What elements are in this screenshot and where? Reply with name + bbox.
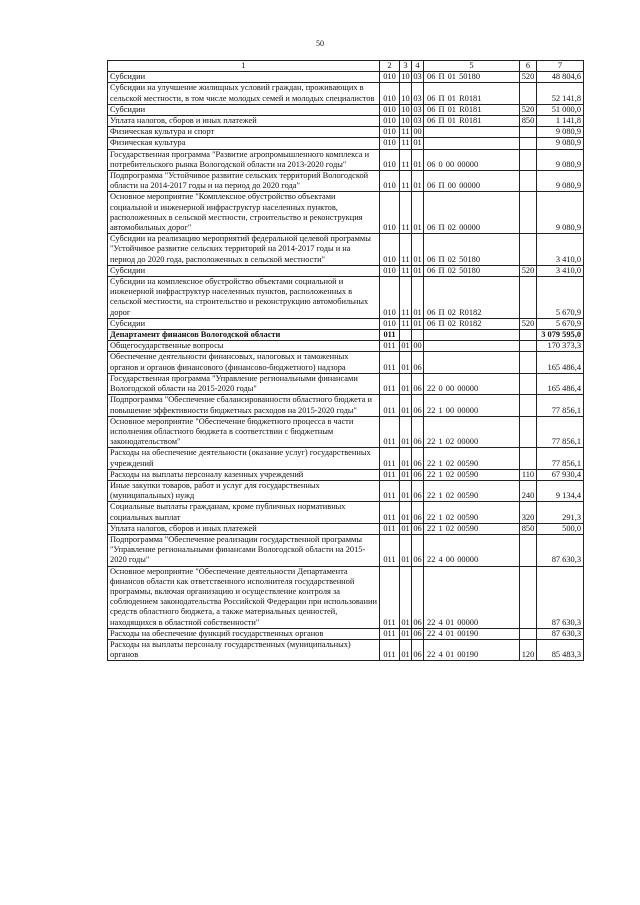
- table-body: [108, 72, 584, 661]
- row-name: Подпрограмма "Обеспечение реализации государственной программы "Управление региональными финансами Вологодской области на 2015-2020 годы": [108, 534, 380, 566]
- row-ministry-code: 010: [380, 149, 400, 170]
- row-amount: 170 373,3: [537, 341, 584, 352]
- row-target-article: 06 П 00 00000: [424, 171, 520, 192]
- row-section-code: 10: [400, 83, 412, 104]
- row-subsection-code: 00: [413, 341, 422, 351]
- row-expense-type: [520, 341, 537, 352]
- table-row: [108, 639, 584, 660]
- row-target-article: 22 1 02 00000: [424, 416, 520, 448]
- table-row: [108, 628, 584, 639]
- row-expense-type: [520, 138, 537, 149]
- row-name: Физическая культура и спорт: [108, 127, 380, 138]
- row-section-code: 01: [400, 416, 412, 448]
- table-row: [108, 502, 584, 523]
- row-subsection-code: 01: [412, 149, 424, 170]
- row-amount: 9 080,9: [537, 149, 584, 170]
- row-ministry-code: 011: [380, 469, 400, 480]
- row-name: Субсидии: [108, 265, 380, 276]
- table-row: [108, 171, 584, 192]
- row-amount: 165 486,4: [537, 373, 584, 394]
- row-section-code: 01: [401, 628, 410, 638]
- row-ministry-code: 010: [380, 318, 400, 329]
- row-expense-type: [520, 352, 537, 373]
- row-section-code: 11: [401, 265, 410, 275]
- row-expense-type: [520, 373, 537, 394]
- row-target-article: 06 П 02 50180: [424, 234, 520, 266]
- row-subsection-code: 06: [412, 534, 424, 566]
- row-target-article: 22 1 02 00590: [424, 523, 520, 534]
- row-section-code: 10: [401, 72, 410, 82]
- row-target-article: 22 1 00 00000: [424, 395, 520, 416]
- row-subsection-code: 06: [412, 502, 424, 523]
- row-expense-type: 120: [520, 639, 537, 660]
- row-name: Основное мероприятие "Комплексное обустройство объектами социальной и инженерной инфраструктур населенных пунктов, расположенных в сельской местности, строительство и реконструкция автомобильных дорог": [108, 192, 380, 234]
- row-subsection-code: 01: [412, 171, 424, 192]
- table-row: [108, 352, 584, 373]
- row-target-article: 22 4 01 00190: [424, 628, 520, 639]
- row-amount: 67 930,4: [537, 469, 584, 480]
- table-row: [108, 534, 584, 566]
- row-expense-type: 520: [520, 104, 537, 115]
- row-expense-type: 520: [520, 318, 537, 329]
- row-target-article: 06 П 02 R0182: [424, 318, 520, 329]
- table-row: [108, 192, 584, 234]
- row-ministry-code: 011: [380, 566, 400, 628]
- row-name: Расходы на обеспечение функций государственных органов: [108, 628, 380, 639]
- row-section-code: 01: [401, 469, 410, 479]
- row-subsection-code: 06: [412, 566, 424, 628]
- row-section-code: 11: [401, 318, 410, 328]
- header-col-1: 1: [108, 61, 380, 72]
- row-ministry-code: 010: [380, 104, 400, 115]
- row-subsection-code: 03: [413, 104, 422, 114]
- row-amount: 9 080,9: [537, 171, 584, 192]
- row-name: Расходы на выплаты персоналу казенных учреждений: [108, 469, 380, 480]
- row-expense-type: [520, 192, 537, 234]
- table-header: [108, 61, 584, 72]
- row-ministry-code: 011: [380, 448, 400, 469]
- row-name: Субсидии: [108, 104, 380, 115]
- row-expense-type: 520: [520, 72, 537, 83]
- row-ministry-code: 010: [380, 192, 400, 234]
- row-ministry-code: 010: [380, 171, 400, 192]
- row-subsection-code: 06: [412, 373, 424, 394]
- table-row: [108, 83, 584, 104]
- row-ministry-code: 010: [380, 265, 400, 276]
- row-section-code: 11: [400, 149, 412, 170]
- row-name: Обеспечение деятельности финансовых, налоговых и таможенных органов и органов финансового (финансово-бюджетного) надзора: [108, 352, 380, 373]
- row-expense-type: [520, 330, 537, 341]
- row-expense-type: [520, 149, 537, 170]
- row-amount: 48 804,6: [537, 72, 584, 83]
- row-amount: 165 486,4: [537, 352, 584, 373]
- row-name: Субсидии: [108, 72, 380, 83]
- row-section-code: 01: [400, 566, 412, 628]
- row-amount: 51 000,0: [537, 104, 584, 115]
- row-ministry-code: 011: [380, 341, 400, 352]
- table-row: [108, 330, 584, 341]
- row-name: Государственная программа "Управление региональными финансами Вологодской области на 2015-2020 годы": [108, 373, 380, 394]
- row-amount: 9 134,4: [537, 480, 584, 501]
- row-subsection-code: 01: [412, 277, 424, 319]
- row-section-code: 01: [401, 523, 410, 533]
- row-subsection-code: 06: [412, 395, 424, 416]
- row-ministry-code: 010: [380, 127, 400, 138]
- row-section-code: 11: [400, 192, 412, 234]
- row-target-article: 06 П 01 50180: [424, 72, 520, 83]
- table-row: [108, 469, 584, 480]
- row-amount: 3 079 595,0: [537, 330, 584, 341]
- row-amount: 9 080,9: [537, 138, 584, 149]
- row-expense-type: 520: [520, 265, 537, 276]
- row-amount: 87 630,3: [537, 628, 584, 639]
- row-subsection-code: 00: [413, 127, 422, 137]
- row-subsection-code: 06: [412, 352, 424, 373]
- row-section-code: 10: [401, 104, 410, 114]
- row-expense-type: [520, 127, 537, 138]
- row-expense-type: 110: [520, 469, 537, 480]
- row-target-article: [424, 138, 520, 149]
- table-row: [108, 341, 584, 352]
- row-section-code: 11: [400, 234, 412, 266]
- row-amount: 1 141,8: [537, 116, 584, 127]
- row-amount: 3 410,0: [537, 234, 584, 266]
- row-subsection-code: [412, 330, 424, 341]
- row-section-code: 11: [401, 127, 410, 137]
- row-target-article: 06 П 01 R0181: [424, 83, 520, 104]
- row-amount: 291,3: [537, 502, 584, 523]
- row-expense-type: 240: [520, 480, 537, 501]
- table-row: [108, 416, 584, 448]
- row-ministry-code: 010: [380, 277, 400, 319]
- row-target-article: 22 1 02 00590: [424, 502, 520, 523]
- row-target-article: 06 П 02 R0182: [424, 277, 520, 319]
- row-target-article: 06 0 00 00000: [424, 149, 520, 170]
- row-ministry-code: 011: [380, 395, 400, 416]
- table-row: [108, 373, 584, 394]
- row-subsection-code: 06: [413, 523, 422, 533]
- row-target-article: 22 4 01 00190: [424, 639, 520, 660]
- header-col-3: 3: [400, 61, 412, 72]
- row-target-article: [424, 341, 520, 352]
- row-expense-type: [520, 277, 537, 319]
- row-name: Основное мероприятие "Обеспечение деятельности Департамента финансов области как ответственного исполнителя государственной программы, включая организацию и осуществление контроля за соблюдением законодательства Российской Федерации при использовании средств областного бюджета, а также материальных ценностей, находящихся в областной собственности": [108, 566, 380, 628]
- table-row: [108, 116, 584, 127]
- budget-table: [107, 60, 584, 661]
- row-amount: 9 080,9: [537, 192, 584, 234]
- row-name: Физическая культура: [108, 138, 380, 149]
- row-expense-type: [520, 628, 537, 639]
- row-subsection-code: 06: [412, 639, 424, 660]
- table-row: [108, 318, 584, 329]
- row-target-article: [424, 352, 520, 373]
- row-name: Субсидии на реализацию мероприятий федеральной целевой программы "Устойчивое развитие сельских территорий на 2014-2017 годы и на период до 2020 года, расположенных в сельской местности": [108, 234, 380, 266]
- row-subsection-code: 06: [412, 416, 424, 448]
- row-expense-type: [520, 234, 537, 266]
- row-name: Уплата налогов, сборов и иных платежей: [108, 523, 380, 534]
- table-row: [108, 277, 584, 319]
- row-target-article: 22 4 00 00000: [424, 534, 520, 566]
- row-name: Подпрограмма "Устойчивое развитие сельских территорий Вологодской области на 2014-2017 годы и на период до 2020 года": [108, 171, 380, 192]
- row-ministry-code: 010: [380, 234, 400, 266]
- row-ministry-code: 011: [380, 352, 400, 373]
- row-subsection-code: 01: [413, 318, 422, 328]
- row-section-code: 10: [401, 116, 410, 126]
- row-ministry-code: 011: [380, 534, 400, 566]
- row-subsection-code: 03: [413, 116, 422, 126]
- row-expense-type: 850: [520, 523, 537, 534]
- row-name: Департамент финансов Вологодской области: [108, 330, 380, 341]
- table-row: [108, 566, 584, 628]
- row-name: Субсидии на комплексное обустройство объектами социальной и инженерной инфраструктур населенных пунктов, расположенных в сельской местности, на строительство и реконструкцию автомобильных дорог: [108, 277, 380, 319]
- row-amount: 5 670,9: [537, 318, 584, 329]
- row-section-code: 11: [400, 171, 412, 192]
- row-name: Основное мероприятие "Обеспечение бюджетного процесса в части исполнения областного бюджета в соответствии с бюджетным законодательством": [108, 416, 380, 448]
- row-target-article: 06 П 02 50180: [424, 265, 520, 276]
- table-row: [108, 72, 584, 83]
- table-row: [108, 265, 584, 276]
- header-col-4: 4: [412, 61, 424, 72]
- row-subsection-code: 06: [412, 448, 424, 469]
- row-ministry-code: 011: [380, 639, 400, 660]
- row-ministry-code: 010: [380, 116, 400, 127]
- row-name: Расходы на обеспечение деятельности (оказание услуг) государственных учреждений: [108, 448, 380, 469]
- row-amount: 87 630,3: [537, 534, 584, 566]
- row-ministry-code: 010: [380, 138, 400, 149]
- row-ministry-code: 011: [380, 628, 400, 639]
- row-section-code: 01: [400, 352, 412, 373]
- row-target-article: 22 4 01 00000: [424, 566, 520, 628]
- row-target-article: 06 П 01 R0181: [424, 104, 520, 115]
- row-section-code: 01: [400, 639, 412, 660]
- row-amount: 85 483,3: [537, 639, 584, 660]
- row-section-code: 11: [401, 138, 410, 148]
- row-name: Государственная программа "Развитие агропромышленного комплекса и потребительского рынка Вологодской области на 2013-2020 годы": [108, 149, 380, 170]
- table-row: [108, 234, 584, 266]
- row-section-code: [400, 330, 412, 341]
- row-expense-type: [520, 566, 537, 628]
- header-row: [108, 61, 584, 72]
- row-name: Субсидии: [108, 318, 380, 329]
- row-ministry-code: 011: [380, 502, 400, 523]
- row-subsection-code: 06: [413, 469, 422, 479]
- row-section-code: 01: [400, 534, 412, 566]
- row-subsection-code: 01: [413, 138, 422, 148]
- row-section-code: 01: [401, 341, 410, 351]
- row-subsection-code: 03: [413, 72, 422, 82]
- row-expense-type: [520, 171, 537, 192]
- row-ministry-code: 011: [380, 416, 400, 448]
- row-amount: 77 856,1: [537, 416, 584, 448]
- row-ministry-code: 011: [380, 480, 400, 501]
- row-expense-type: [520, 416, 537, 448]
- header-col-2: 2: [380, 61, 400, 72]
- page-number: 50: [316, 39, 324, 48]
- row-target-article: [424, 330, 520, 341]
- row-target-article: [424, 127, 520, 138]
- row-subsection-code: 01: [413, 265, 422, 275]
- row-target-article: 22 1 02 00590: [424, 448, 520, 469]
- row-target-article: 06 П 01 R0181: [424, 116, 520, 127]
- row-amount: 3 410,0: [537, 265, 584, 276]
- row-subsection-code: 01: [412, 234, 424, 266]
- row-amount: 500,0: [537, 523, 584, 534]
- row-section-code: 01: [400, 373, 412, 394]
- row-target-article: 22 0 00 00000: [424, 373, 520, 394]
- header-col-5: 5: [424, 61, 520, 72]
- row-subsection-code: 06: [412, 480, 424, 501]
- row-name: Субсидии на улучшение жилищных условий граждан, проживающих в сельской местности, в том числе молодых семей и молодых специалистов: [108, 83, 380, 104]
- row-name: Социальные выплаты гражданам, кроме публичных нормативных социальных выплат: [108, 502, 380, 523]
- row-ministry-code: 010: [380, 72, 400, 83]
- row-expense-type: 850: [520, 116, 537, 127]
- table-row: [108, 395, 584, 416]
- row-amount: 77 856,1: [537, 395, 584, 416]
- header-col-7: 7: [537, 61, 584, 72]
- row-ministry-code: 011: [380, 373, 400, 394]
- row-subsection-code: 06: [413, 628, 422, 638]
- table-row: [108, 448, 584, 469]
- row-expense-type: [520, 448, 537, 469]
- row-section-code: 01: [400, 395, 412, 416]
- row-name: Общегосударственные вопросы: [108, 341, 380, 352]
- header-col-6: 6: [520, 61, 537, 72]
- row-ministry-code: 010: [380, 83, 400, 104]
- row-subsection-code: 03: [412, 83, 424, 104]
- row-amount: 5 670,9: [537, 277, 584, 319]
- row-amount: 87 630,3: [537, 566, 584, 628]
- row-section-code: 11: [400, 277, 412, 319]
- row-ministry-code: 011: [380, 523, 400, 534]
- table-row: [108, 149, 584, 170]
- row-expense-type: [520, 83, 537, 104]
- row-name: Расходы на выплаты персоналу государственных (муниципальных) органов: [108, 639, 380, 660]
- row-section-code: 01: [400, 502, 412, 523]
- table-row: [108, 523, 584, 534]
- row-name: Уплата налогов, сборов и иных платежей: [108, 116, 380, 127]
- row-target-article: 22 1 02 00590: [424, 480, 520, 501]
- row-amount: 52 141,8: [537, 83, 584, 104]
- row-name: Подпрограмма "Обеспечение сбалансированности областного бюджета и повышение эффективности бюджетных расходов на 2015-2020 годы": [108, 395, 380, 416]
- row-amount: 9 080,9: [537, 127, 584, 138]
- row-target-article: 22 1 02 00590: [424, 469, 520, 480]
- row-name: Иные закупки товаров, работ и услуг для государственных (муниципальных) нужд: [108, 480, 380, 501]
- row-section-code: 01: [400, 480, 412, 501]
- table-row: [108, 127, 584, 138]
- row-expense-type: [520, 395, 537, 416]
- table-row: [108, 138, 584, 149]
- row-target-article: 06 П 02 00000: [424, 192, 520, 234]
- row-section-code: 01: [400, 448, 412, 469]
- table-row: [108, 480, 584, 501]
- row-amount: 77 856,1: [537, 448, 584, 469]
- row-expense-type: [520, 534, 537, 566]
- table-row: [108, 104, 584, 115]
- row-subsection-code: 01: [412, 192, 424, 234]
- row-expense-type: 320: [520, 502, 537, 523]
- row-ministry-code: 011: [380, 330, 400, 341]
